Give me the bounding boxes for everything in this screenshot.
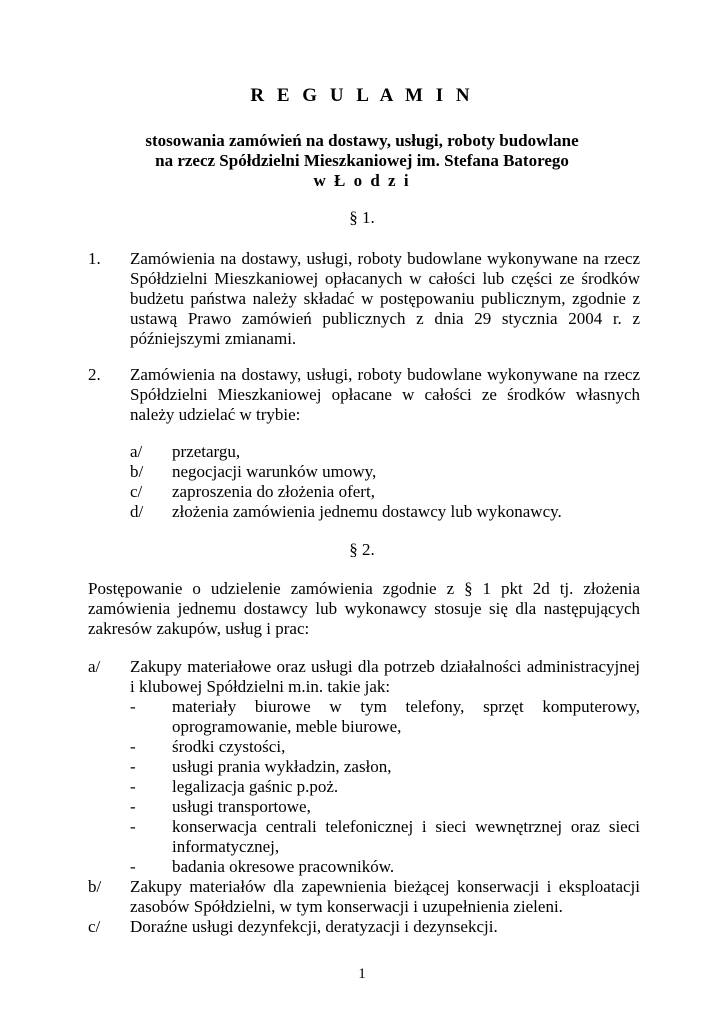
item-number: 1. <box>88 249 101 268</box>
section-2-item-c <box>88 917 640 937</box>
item-marker: c/ <box>88 917 101 936</box>
list-marker: b/ <box>130 462 144 481</box>
list-item <box>88 482 640 502</box>
list-item <box>88 462 640 482</box>
dash-marker: - <box>130 817 136 836</box>
list-text: przetargu, <box>172 442 241 461</box>
section-1-sign: § 1. <box>349 208 375 227</box>
subtitle-line-1: stosowania zamówień na dostawy, usługi, roboty budowlane <box>145 131 579 150</box>
dash-list-item <box>88 697 640 737</box>
document-title: R E G U L A M I N <box>250 85 474 106</box>
section-1-item-1 <box>88 249 640 349</box>
dash-list-item <box>88 797 640 817</box>
dash-list-item <box>88 817 640 857</box>
section-2-item-b <box>88 877 640 917</box>
dash-marker: - <box>130 737 136 756</box>
document-subtitle <box>0 131 724 191</box>
subtitle-line-3: w Ł o d z i <box>313 171 411 190</box>
list-marker: d/ <box>130 502 144 521</box>
item-text: Zamówienia na dostawy, usługi, roboty budowlane wykonywane na rzecz Spółdzielni Mieszkaniowej opłacane w całości ze środków własnych należy udzielać w trybie: <box>130 365 640 424</box>
list-text: negocjacji warunków umowy, <box>172 462 377 481</box>
item-marker: a/ <box>88 657 101 676</box>
dash-text: materiały biurowe w tym telefony, sprzęt komputerowy, oprogramowanie, meble biurowe, <box>172 697 640 736</box>
section-1-item-2 <box>88 365 640 425</box>
list-text: zaproszenia do złożenia ofert, <box>172 482 375 501</box>
dash-marker: - <box>130 797 136 816</box>
list-item <box>88 442 640 462</box>
dash-list-item <box>88 857 640 877</box>
dash-marker: - <box>130 777 136 796</box>
dash-marker: - <box>130 757 136 776</box>
item-text: Zamówienia na dostawy, usługi, roboty budowlane wykonywane na rzecz Spółdzielni Mieszkaniowej opłacanych w całości lub części ze środków budżetu państwa należy składać w postępowaniu publicznym, zgodnie z ustawą Prawo zamówień publicznych z dnia 29 stycznia 2004 r. z późniejszymi zmianami. <box>130 249 640 348</box>
dash-marker: - <box>130 857 136 876</box>
page-number: 1 <box>358 966 366 982</box>
dash-text: legalizacja gaśnic p.poż. <box>172 777 339 796</box>
section-2-item-a <box>88 657 640 937</box>
section-1-options-list <box>88 442 640 522</box>
item-number: 2. <box>88 365 101 384</box>
dash-text: środki czystości, <box>172 737 286 756</box>
section-2-sign: § 2. <box>349 540 375 559</box>
item-text: Zakupy materiałów dla zapewnienia bieżącej konserwacji i eksploatacji zasobów Spółdzielni, w tym konserwacji i uzupełnienia zieleni. <box>130 877 640 916</box>
subtitle-line-2: na rzecz Spółdzielni Mieszkaniowej im. Stefana Batorego <box>155 151 569 170</box>
dash-list-item <box>88 757 640 777</box>
list-marker: c/ <box>130 482 143 501</box>
dash-text: badania okresowe pracowników. <box>172 857 395 876</box>
dash-list-item <box>88 777 640 797</box>
dash-text: konserwacja centrali telefonicznej i sieci wewnętrznej oraz sieci informatycznej, <box>172 817 640 856</box>
dash-text: usługi transportowe, <box>172 797 311 816</box>
dash-text: usługi prania wykładzin, zasłon, <box>172 757 392 776</box>
list-text: złożenia zamówienia jednemu dostawcy lub wykonawcy. <box>172 502 562 521</box>
dash-list-item <box>88 737 640 757</box>
list-marker: a/ <box>130 442 143 461</box>
item-marker: b/ <box>88 877 102 896</box>
dash-marker: - <box>130 697 136 716</box>
item-text: Zakupy materiałowe oraz usługi dla potrzeb działalności administracyjnej i klubowej Spółdzielni m.in. takie jak: <box>130 657 640 696</box>
list-item <box>88 502 640 522</box>
section-2-intro: Postępowanie o udzielenie zamówienia zgodnie z § 1 pkt 2d tj. złożenia zamówienia jednemu dostawcy lub wykonawcy stosuje się dla następujących zakresów zakupów, usług i prac: <box>88 579 640 638</box>
item-text: Doraźne usługi dezynfekcji, deratyzacji i dezynsekcji. <box>130 917 498 936</box>
